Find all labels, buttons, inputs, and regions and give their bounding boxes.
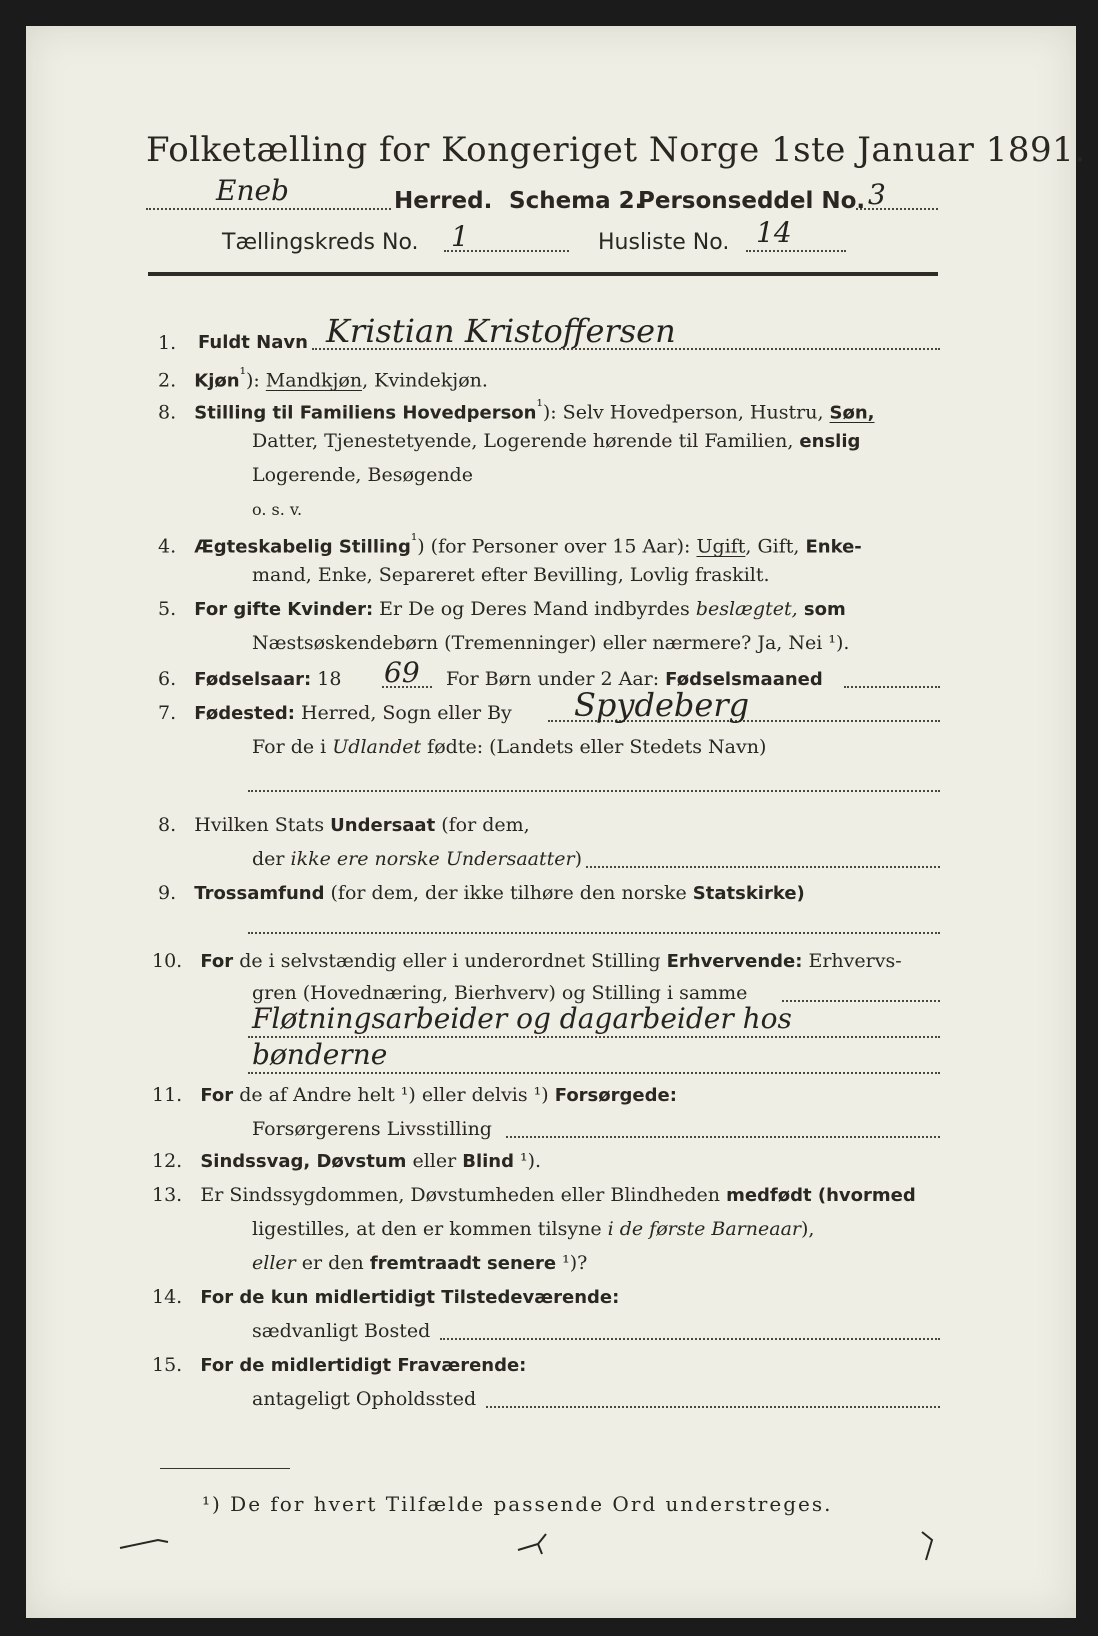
- q13-text3c: ¹)?: [556, 1252, 588, 1274]
- q2-label: Kjøn: [194, 370, 240, 392]
- q15-number: 15.: [152, 1354, 183, 1376]
- q7-label: Fødested:: [194, 703, 295, 724]
- q9-line1: [158, 882, 805, 904]
- q15-line: [486, 1406, 940, 1408]
- q6-label: Fødselsaar:: [194, 669, 312, 690]
- q13-line1: [152, 1184, 916, 1206]
- q6-prefix: 18: [311, 668, 342, 690]
- q9-number: 9.: [158, 882, 177, 904]
- q6-label2: Fødselsmaaned: [665, 669, 823, 690]
- q8-text1b: Undersaat: [330, 815, 436, 836]
- q10-text1a: For: [200, 951, 234, 972]
- q6-month-line: [844, 686, 940, 688]
- q11-text1a: For: [200, 1085, 234, 1106]
- q13-text3b: fremtraadt senere: [369, 1253, 557, 1274]
- q10-value2: bønderne: [252, 1038, 388, 1071]
- q8-text1a: Hvilken Stats: [194, 814, 331, 836]
- corner-mark-left: [118, 1526, 178, 1556]
- personseddel-label: Personseddel No.: [638, 188, 866, 214]
- q11-line1: [152, 1084, 677, 1106]
- q8-line2: [252, 848, 582, 870]
- q12-rest: eller: [406, 1150, 463, 1172]
- census-form: [26, 26, 1086, 1618]
- q2-selected: Mandkjøn: [265, 369, 363, 392]
- husliste-value: 14: [756, 216, 792, 249]
- q10-value1: Fløtningsarbeider og dagarbeider hos: [252, 1002, 792, 1035]
- q3-text1: ): Selv Hovedperson, Hustru,: [542, 401, 830, 424]
- q3-line2: [252, 430, 860, 452]
- q5-line2: Næstsøskendebørn (Tremenninger) eller nærmere? Ja, Nei ¹).: [252, 632, 850, 654]
- q4-number: 4.: [158, 535, 177, 558]
- q13-text1c: (hvormed: [811, 1185, 916, 1206]
- herred-value: Eneb: [216, 174, 289, 207]
- q2-number: 2.: [158, 369, 177, 392]
- q7-rest: Herred, Sogn eller By: [294, 702, 512, 724]
- q7-line2: [252, 736, 766, 758]
- q14-number: 14.: [152, 1286, 183, 1308]
- q12-line: [152, 1150, 541, 1172]
- q7-text2a: For de i: [252, 736, 333, 758]
- q13-text1a: Er Sindssygdommen, Døvstumheden eller Blindheden: [200, 1184, 727, 1206]
- q3-line4: o. s. v.: [252, 500, 303, 519]
- q10-text1c: Erhvervende:: [666, 951, 803, 972]
- q7-value: Spydeberg: [574, 686, 750, 724]
- q10-line1: [152, 950, 902, 972]
- q10-text1b: de i selvstændig eller i underordnet Stilling: [233, 950, 667, 972]
- q1-number: 1.: [158, 332, 177, 354]
- q8-line: [586, 866, 940, 868]
- q5-text1: Er De og Deres Mand indbyrdes: [373, 598, 696, 620]
- q14-line2: sædvanligt Bosted: [252, 1320, 431, 1342]
- schema-label: Schema 2.: [509, 188, 644, 214]
- q12-label2: Blind: [462, 1151, 514, 1172]
- q9-rest: (for dem, der ikke tilhøre den norske: [324, 882, 693, 904]
- q4-line2: mand, Enke, Separeret efter Bevilling, Lovlig fraskilt.: [252, 564, 770, 586]
- q12-label: Sindssvag, Døvstum: [200, 1151, 407, 1172]
- q8-text2a: der: [252, 848, 291, 870]
- q4-text1c: Enke-: [805, 536, 862, 558]
- q14-label: For de kun midlertidigt Tilstedeværende:: [200, 1287, 620, 1308]
- q4-text1: ) (for Personer over 15 Aar):: [417, 535, 697, 558]
- q3-label: Stilling til Familiens Hovedperson: [194, 402, 537, 424]
- q13-text2a: ligestilles, at den er kommen tilsyne: [252, 1218, 608, 1240]
- q13-text2b: ),: [801, 1218, 815, 1240]
- q4-label: Ægteskabelig Stilling: [194, 536, 411, 558]
- q15-label: For de midlertidigt Fraværende:: [200, 1355, 527, 1376]
- q13-text3a: er den: [295, 1252, 370, 1274]
- q14-line: [440, 1338, 940, 1340]
- q8-number: 8.: [158, 814, 177, 836]
- q6-number: 6.: [158, 668, 177, 690]
- q7-line1: [158, 702, 512, 724]
- q3-line3: Logerende, Besøgende: [252, 464, 473, 486]
- q5-label: For gifte Kvinder:: [194, 599, 374, 620]
- footnote: ¹) De for hvert Tilfælde passende Ord understreges.: [202, 1492, 833, 1516]
- footnote-rule: [160, 1468, 290, 1469]
- q6-line: [158, 668, 341, 690]
- q4-sup: ¹: [410, 530, 418, 549]
- herred-line: [146, 208, 391, 210]
- q12-number: 12.: [152, 1150, 183, 1172]
- q3-text2: Datter, Tjenestetyende, Logerende hørende til Familien,: [252, 430, 800, 452]
- q12-end: ¹).: [513, 1150, 542, 1172]
- q10-line-c: [248, 1072, 940, 1074]
- q2-option: , Kvindekjøn.: [362, 369, 488, 392]
- q11-line2: Forsørgerens Livsstilling: [252, 1118, 492, 1140]
- q8-line1: [158, 814, 530, 836]
- q3-line1: [158, 396, 875, 423]
- q11-text1c: Forsørgede:: [554, 1085, 677, 1106]
- q13-line3: [252, 1252, 587, 1274]
- q9-label: Trossamfund: [194, 883, 325, 904]
- q3-sup: ¹: [536, 396, 543, 415]
- q5-number: 5.: [158, 598, 177, 620]
- q5-line1: [158, 598, 846, 620]
- kreds-label: Tællingskreds No.: [222, 230, 419, 255]
- header-rule: [148, 272, 938, 276]
- q8-text2b: ): [574, 848, 582, 870]
- q13-text1b: medfødt: [726, 1185, 812, 1206]
- q3-text2b: enslig: [799, 431, 861, 452]
- herred-label: Herred.: [394, 188, 493, 214]
- q2-rest: ):: [245, 369, 266, 392]
- q6-value: 69: [384, 656, 420, 689]
- personseddel-value: 3: [868, 178, 886, 211]
- corner-mark-center: [516, 1530, 556, 1560]
- q2-sup: ¹: [239, 364, 246, 383]
- q8-text1c: (for dem,: [435, 814, 530, 836]
- q10-number: 10.: [152, 950, 183, 972]
- q1-value: Kristian Kristoffersen: [326, 312, 676, 350]
- corner-mark-right: [918, 1528, 948, 1568]
- q5-bold: som: [797, 599, 846, 620]
- q10-line-a: [782, 1000, 940, 1002]
- kreds-value: 1: [451, 220, 469, 253]
- q6-mid: For Børn under 2 Aar:: [446, 668, 666, 690]
- q13-text2i: i de første Barneaar: [607, 1218, 801, 1240]
- q5-italic: beslægtet,: [695, 598, 798, 620]
- q1-label: Fuldt Navn: [198, 332, 308, 353]
- husliste-line: [746, 250, 846, 252]
- q10-text1d: Erhvervs-: [802, 950, 902, 972]
- q11-number: 11.: [152, 1084, 183, 1106]
- q13-text3i: eller: [252, 1252, 296, 1274]
- q7-text2b: fødte: (Landets eller Stedets Navn): [421, 736, 767, 758]
- q3-number: 8.: [158, 401, 177, 424]
- q11-text1b: de af Andre helt ¹) eller delvis ¹): [233, 1084, 555, 1106]
- q13-number: 13.: [152, 1184, 183, 1206]
- q4-selected: Ugift: [696, 535, 746, 558]
- q4-line1: [158, 530, 862, 557]
- q7-abroad-line: [248, 790, 940, 792]
- q9-end: Statskirke): [692, 883, 805, 904]
- q4-text1b: , Gift,: [745, 535, 806, 558]
- q2-line: [158, 364, 488, 391]
- q11-line: [506, 1136, 940, 1138]
- husliste-label: Husliste No.: [598, 230, 730, 255]
- q8-text2i: ikke ere norske Undersaatter: [290, 848, 575, 870]
- q15-line1: [152, 1354, 526, 1376]
- q3-selected: Søn,: [829, 402, 875, 424]
- q7-number: 7.: [158, 702, 177, 724]
- q7-text2i: Udlandet: [332, 736, 422, 758]
- q10-line2: gren (Hovednæring, Bierhverv) og Stilling i samme: [252, 982, 748, 1004]
- form-title: Folketælling for Kongeriget Norge 1ste Januar 1891.: [146, 130, 1086, 170]
- q14-line1: [152, 1286, 619, 1308]
- q15-line2: antageligt Opholdssted: [252, 1388, 477, 1410]
- q9-line: [248, 932, 940, 934]
- q13-line2: [252, 1218, 814, 1240]
